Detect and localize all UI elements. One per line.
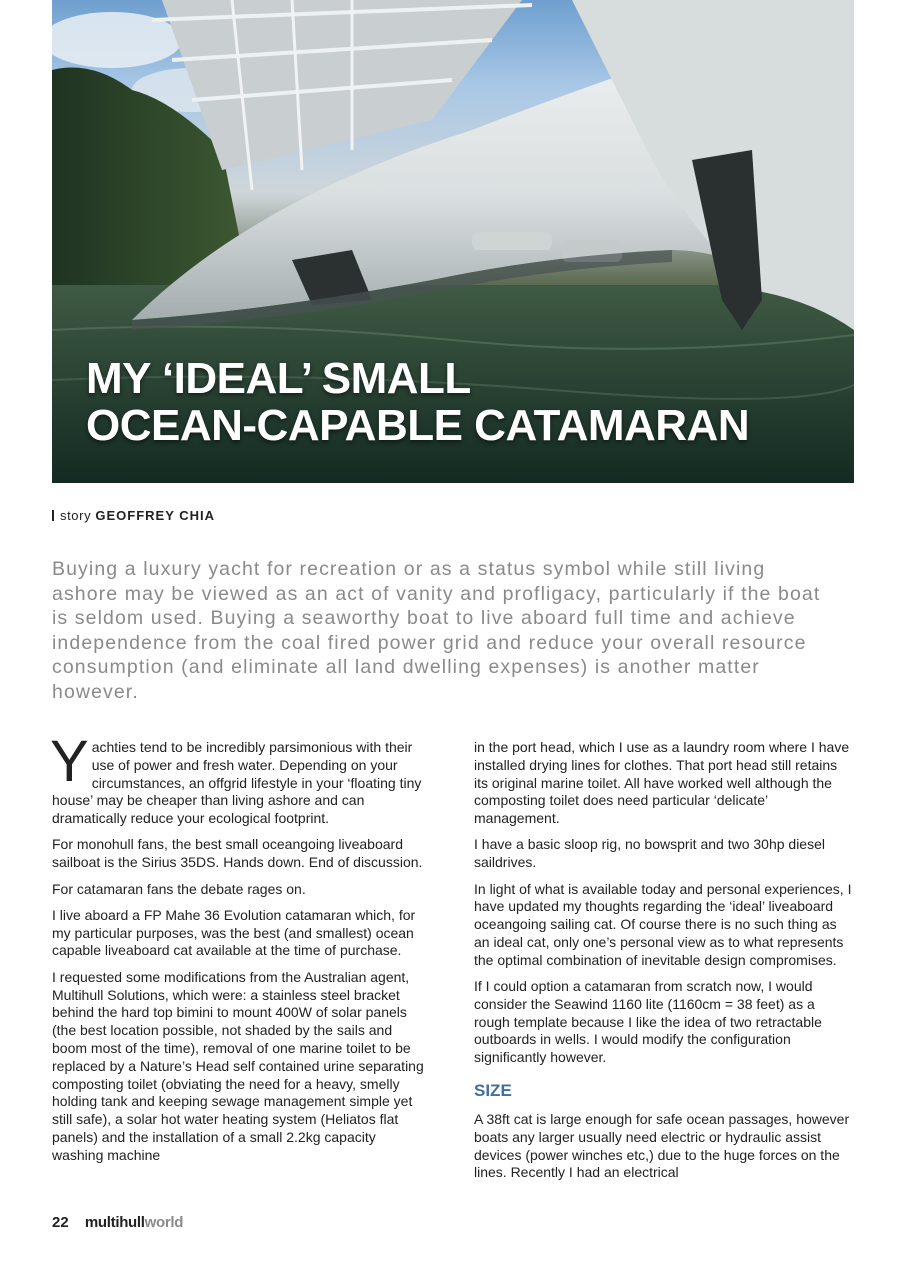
paragraph: I requested some modifications from the Australian agent, Multihull Solutions, which were: a stainless steel bracket behind the hard top bimini to mount 400W of solar panels (the best location possible, not shaded by the sails and boom most of the time), removal of one marine toilet to be replaced by a Nature’s Head self contained urine separating composting toilet (obviating the need for a heavy, smelly holding tank and keeping sewage management simple yet still safe), a solar hot water heating system (Heliatos flat panels) and the installation of a small 2.2kg capacity washing machine [52,968,424,1163]
left-column [50,729,430,1173]
paragraph: A 38ft cat is large enough for safe ocean passages, however boats any larger usually need electric or hydraulic assist devices (power winches etc,) due to the huge forces on the lines. Recently I had an electrical [474,1111,850,1181]
right-column [474,739,852,1191]
magazine-brand [85,1214,183,1231]
drop-cap: Y [50,729,89,794]
title-line-1: MY ‘IDEAL’ SMALL [86,354,471,403]
paragraph: I have a basic sloop rig, no bowsprit and two 30hp diesel saildrives. [474,836,825,871]
hero-photo [52,0,854,483]
byline-bar [52,510,54,521]
paragraph: I live aboard a FP Mahe 36 Evolution catamaran which, for my particular purposes, was the best (and smallest) ocean capable liveaboard cat available at the time of purchase. [52,906,416,959]
paragraph: If I could option a catamaran from scratch now, I would consider the Seawind 1160 lite (1160cm = 38 feet) as a rough template because I like the idea of two retractable outboards in wells. I would modify the configuration significantly however. [474,978,822,1066]
intro-paragraph: Buying a luxury yacht for recreation or as a status symbol while still living ashore may be viewed as an act of vanity and profligacy, particularly if the boat is seldom used. Buying a seaworthy boat to live aboard full time and achieve independence from the coal fired power grid and reduce your overall resource consumption (and eliminate all land dwelling expenses) is another matter however. [52,558,821,703]
brand-bold: multihull [84,1214,145,1231]
byline-prefix: story [60,508,92,523]
paragraph: For monohull fans, the best small oceangoing liveaboard sailboat is the Sirius 35DS. Hands down. End of discussion. [52,836,423,871]
byline [52,508,215,523]
title-line-2: OCEAN-CAPABLE CATAMARAN [86,401,750,450]
page-number: 22 [52,1214,69,1231]
byline-author: GEOFFREY CHIA [95,508,216,523]
paragraph: For catamaran fans the debate rages on. [52,880,306,897]
paragraph [50,729,430,828]
paragraph: In light of what is available today and personal experiences, I have updated my thoughts regarding the ‘ideal’ liveaboard oceangoing sailing cat. Of course there is no such thing as an ideal cat, only one’s personal view as to what represents the optimal combination of inevitable design compromises. [474,880,852,968]
brand-light: world [144,1214,184,1231]
page-footer [52,1214,183,1231]
article-title [86,355,846,449]
paragraph-text: achties tend to be incredibly parsimonious with their use of power and fresh water. Depending on your circumstances, an offgrid lifestyle in your ‘floating tiny house’ may be cheaper than living ashore and can dramatically reduce your ecological footprint. [52,739,422,827]
paragraph: in the port head, which I use as a laundry room where I have installed drying lines for clothes. That port head still retains its original marine toilet. All have worked well although the composting toilet does need particular ‘delicate’ management. [474,739,850,827]
section-heading: SIZE [474,1081,512,1101]
